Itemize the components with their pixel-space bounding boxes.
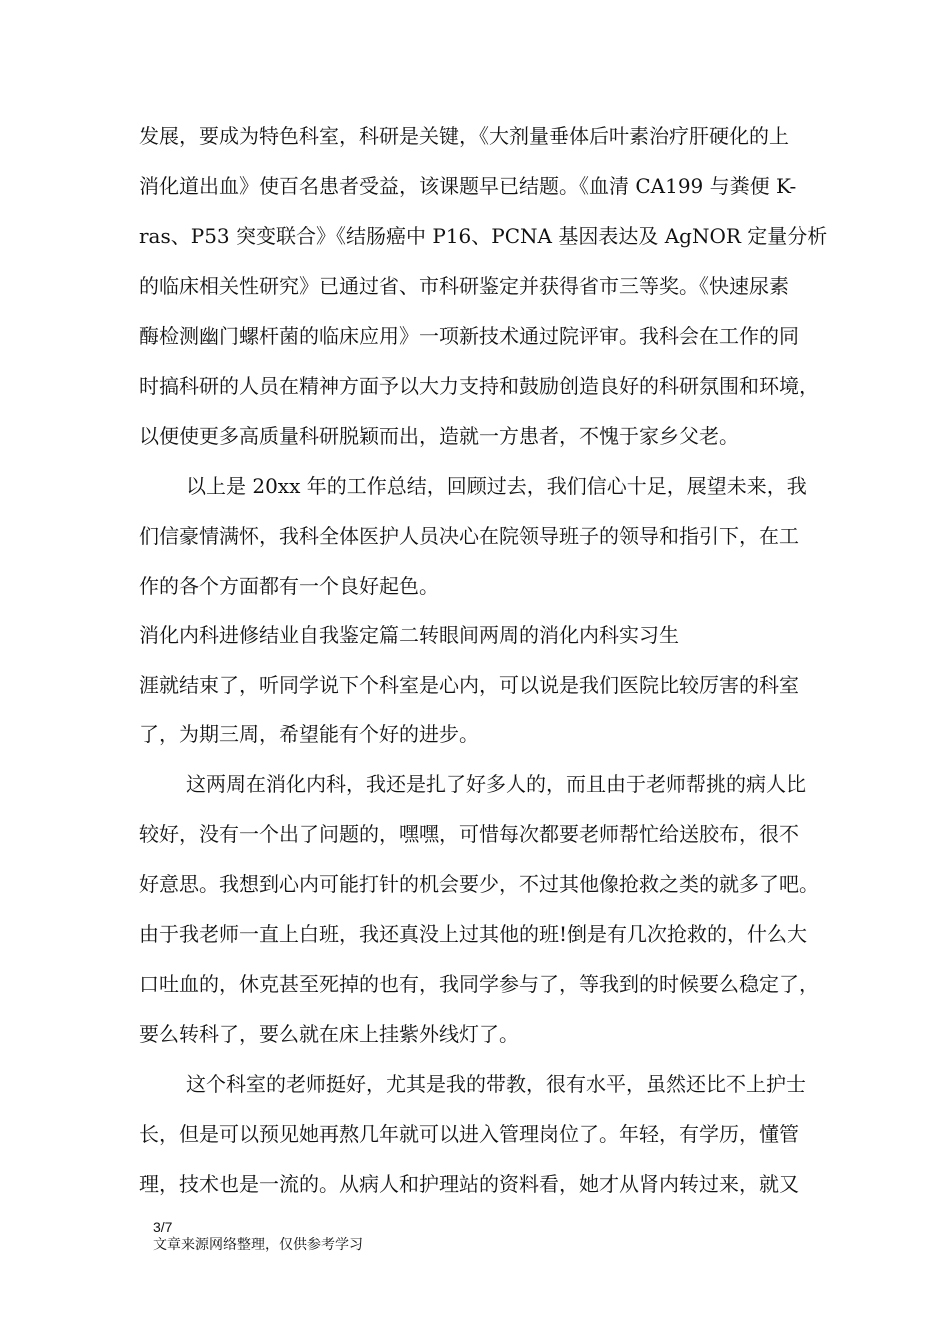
paragraph-line: 由于我老师一直上白班，我还真没上过其他的班!倒是有几次抢救的，什么大 xyxy=(139,922,808,946)
paragraph-line: ras、P53 突变联合》《结肠癌中 P16、PCNA 基因表达及 AgNOR 定量分析 xyxy=(139,224,828,248)
paragraph-line: 们信豪情满怀，我科全体医护人员决心在院领导班子的领导和指引下，在工 xyxy=(139,524,799,548)
paragraph-line: 的临床相关性研究》已通过省、市科研鉴定并获得省市三等奖。《快速尿素 xyxy=(139,274,789,298)
paragraph-line: 消化道出血》使百名患者受益，该课题早已结题。《血清 CA199 与粪便 K- xyxy=(139,174,797,198)
paragraph-line: 了，为期三周，希望能有个好的进步。 xyxy=(139,722,479,746)
paragraph-line: 这两周在消化内科，我还是扎了好多人的，而且由于老师帮挑的病人比 xyxy=(186,772,806,796)
source-note: 文章来源网络整理，仅供参考学习 xyxy=(153,1237,363,1253)
page-number: 3/7 xyxy=(153,1219,173,1235)
paragraph-line: 酶检测幽门螺杆菌的临床应用》一项新技术通过院评审。我科会在工作的同 xyxy=(139,324,799,348)
paragraph-line: 作的各个方面都有一个良好起色。 xyxy=(139,574,439,598)
paragraph-line: 要么转科了，要么就在床上挂紫外线灯了。 xyxy=(139,1022,519,1046)
paragraph-line: 口吐血的，休克甚至死掉的也有，我同学参与了，等我到的时候要么稳定了， xyxy=(139,972,819,996)
paragraph-line: 较好，没有一个出了问题的，嘿嘿，可惜每次都要老师帮忙给送胶布，很不 xyxy=(139,822,799,846)
paragraph-line: 这个科室的老师挺好，尤其是我的带教，很有水平，虽然还比不上护士 xyxy=(186,1072,806,1096)
paragraph-line: 理，技术也是一流的。从病人和护理站的资料看，她才从肾内转过来，就又 xyxy=(139,1172,799,1196)
paragraph-line: 涯就结束了，听同学说下个科室是心内，可以说是我们医院比较厉害的科室 xyxy=(139,673,799,697)
paragraph-line: 发展，要成为特色科室，科研是关键，《大剂量垂体后叶素治疗肝硬化的上 xyxy=(139,124,789,148)
section-heading: 消化内科进修结业自我鉴定篇二转眼间两周的消化内科实习生 xyxy=(139,623,679,647)
paragraph-line: 以上是 20xx 年的工作总结，回顾过去，我们信心十足，展望未来，我 xyxy=(186,474,807,498)
paragraph-line: 长，但是可以预见她再熬几年就可以进入管理岗位了。年轻，有学历，懂管 xyxy=(139,1122,799,1146)
paragraph-line: 时搞科研的人员在精神方面予以大力支持和鼓励创造良好的科研氛围和环境， xyxy=(139,374,819,398)
paragraph-line: 以便使更多高质量科研脱颖而出，造就一方患者，不愧于家乡父老。 xyxy=(139,424,739,448)
paragraph-line: 好意思。我想到心内可能打针的机会要少，不过其他像抢救之类的就多了吧。 xyxy=(139,872,819,896)
